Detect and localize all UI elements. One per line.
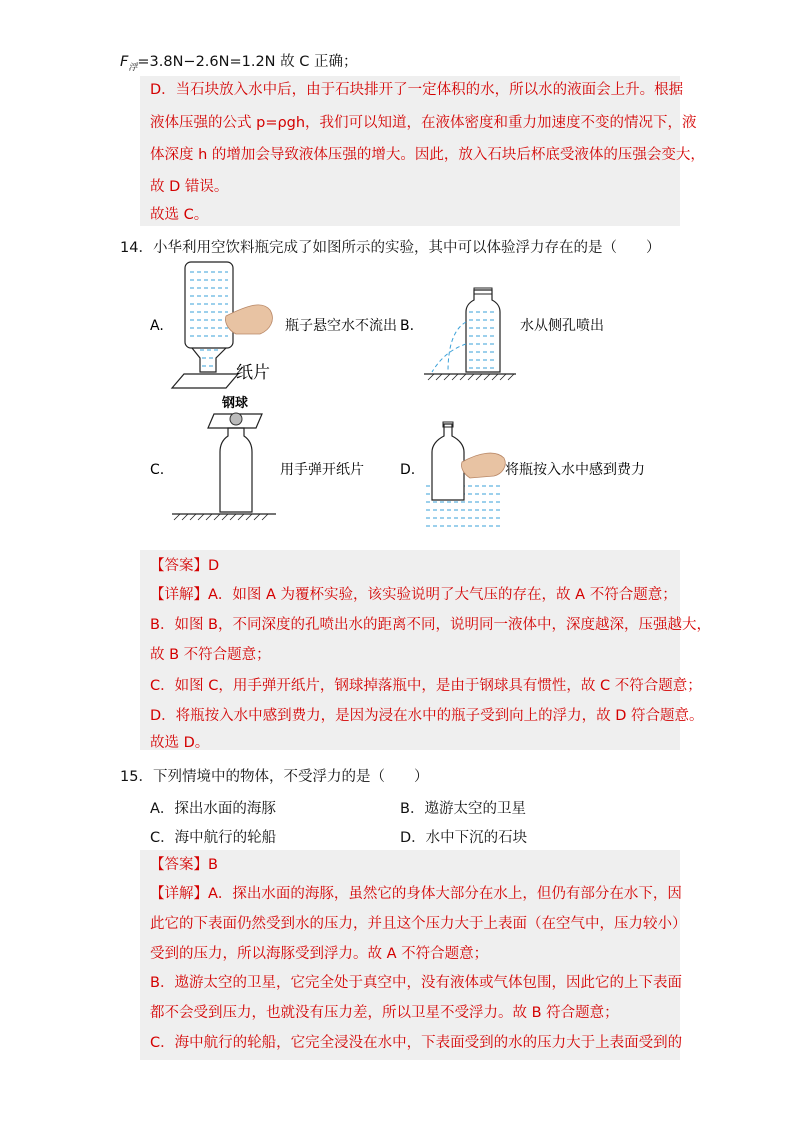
q15-stem: 15．下列情境中的物体，不受浮力的是（ ） xyxy=(120,769,429,785)
q14-detail-b: B．如图 B，不同深度的孔喷出水的距离不同，说明同一液体中，深度越深，压强越大， xyxy=(150,617,712,633)
q13-d-line2: 液体压强的公式 p=ρgh，我们可以知道，在液体密度和重力加速度不变的情况下，液 xyxy=(150,115,697,131)
q15-detail-b2: 都不会受到压力，也就没有压力差，所以卫星不受浮力。故 B 符合题意； xyxy=(150,1005,619,1021)
q15-option-a: A．探出水面的海豚 xyxy=(150,801,276,817)
q14-detail-d: D．将瓶按入水中感到费力，是因为浸在水中的瓶子受到向上的浮力，故 D 符合题意。 xyxy=(150,708,704,724)
q13-d-line3: 体深度 h 的增加会导致液体压强的增大。因此，放入石块后杯底受液体的压强会变大， xyxy=(150,147,705,163)
option-c-caption: 用手弹开纸片 xyxy=(280,462,364,478)
figure-a xyxy=(150,262,397,388)
option-b-caption: 水从侧孔喷出 xyxy=(520,318,604,334)
q15-option-c: C．海中航行的轮船 xyxy=(150,830,277,846)
q14-detail-b2: 故 B 不符合题意； xyxy=(150,647,271,663)
q15-answer: 【答案】B xyxy=(150,857,218,873)
q14-conclusion: 故选 D。 xyxy=(150,735,210,751)
formula-text: =3.8N−2.6N=1.2N 故 C 正确； xyxy=(137,54,358,70)
q15-detail-c1: C．海中航行的轮船，它完全浸没在水中，下表面受到的水的压力大于上表面受到的 xyxy=(150,1035,683,1051)
option-d-caption: 将瓶按入水中感到费力 xyxy=(505,462,645,478)
option-a-caption: 瓶子悬空水不流出 xyxy=(285,318,397,334)
q15-detail-b1: B．遨游太空的卫星，它完全处于真空中，没有液体或气体包围，因此它的上下表面 xyxy=(150,975,682,991)
q14-answer: 【答案】D xyxy=(150,558,220,574)
q15-option-d: D．水中下沉的石块 xyxy=(400,830,528,846)
q13-d-line4: 故 D 错误。 xyxy=(150,179,229,195)
q13-conclusion: 故选 C。 xyxy=(150,207,209,223)
q14-figures xyxy=(0,0,800,540)
option-b-letter: B. xyxy=(400,318,415,334)
paper-label: 纸片 xyxy=(236,363,270,383)
q15-detail-a2: 此它的下表面仍然受到水的压力，并且这个压力大于上表面（在空气中，压力较小） xyxy=(150,916,687,932)
figure-d xyxy=(400,422,645,526)
q15-detail-a3: 受到的压力，所以海豚受到浮力。故 A 不符合题意； xyxy=(150,946,489,962)
option-c-letter: C. xyxy=(150,462,165,478)
q14-detail-c: C．如图 C，用手弹开纸片，钢球掉落瓶中，是由于钢球具有惯性，故 C 不符合题意； xyxy=(150,678,702,694)
steel-ball-label: 钢球 xyxy=(222,396,249,411)
q14-stem: 14．小华利用空饮料瓶完成了如图所示的实验，其中可以体验浮力存在的是（ ） xyxy=(120,240,661,256)
q15-option-b: B．遨游太空的卫星 xyxy=(400,801,526,817)
figure-c xyxy=(150,395,364,520)
q15-detail-a1: 【详解】A．探出水面的海豚，虽然它的身体大部分在水上，但仍有部分在水下，因 xyxy=(150,886,682,902)
force-symbol: F xyxy=(120,54,129,70)
option-d-letter: D. xyxy=(400,462,416,478)
q14-detail-a: 【详解】A．如图 A 为覆杯实验，该实验说明了大气压的存在，故 A 不符合题意； xyxy=(150,587,677,603)
force-subscript: 浮 xyxy=(128,62,138,73)
option-a-letter: A. xyxy=(150,318,164,334)
figure-b xyxy=(400,288,604,380)
q13-d-line1: D．当石块放入水中后，由于石块排开了一定体积的水，所以水的液面会上升。根据 xyxy=(150,82,684,98)
